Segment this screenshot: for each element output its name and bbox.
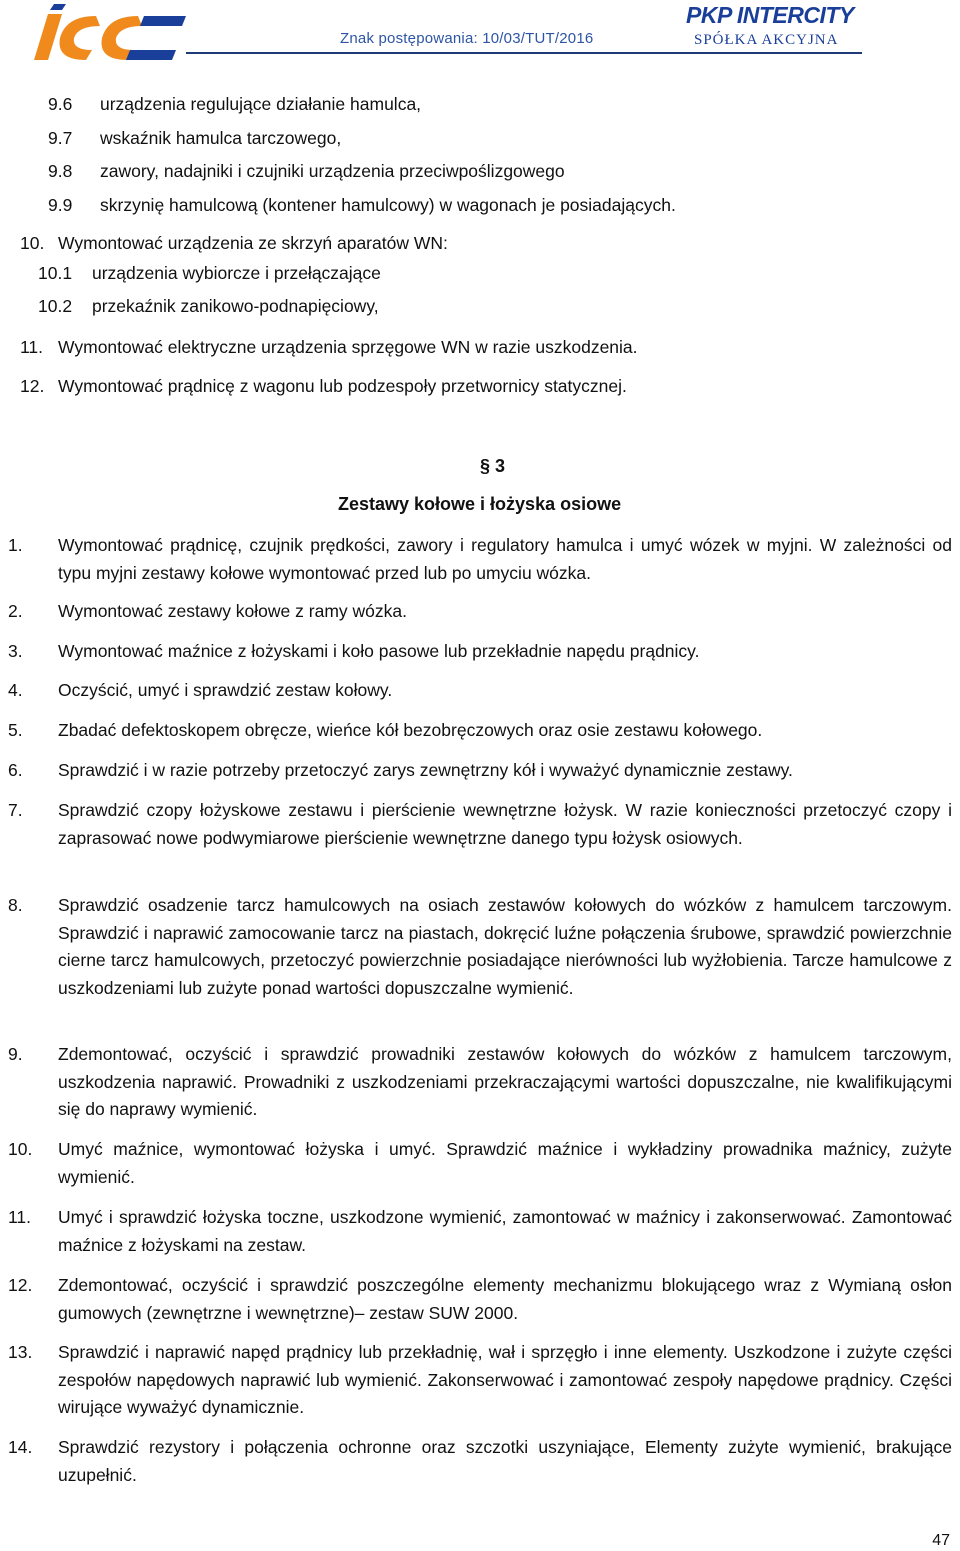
item-text: Sprawdzić rezystory i połączenia ochronne oraz szczotki uszyniające, Elementy zużyte wymienić, brakujące uzupełnić.	[58, 1437, 952, 1485]
item-number: 10.	[8, 1139, 33, 1159]
section-title: Zestawy kołowe i łożyska osiowe	[338, 494, 622, 514]
item-text: Sprawdzić osadzenie tarcz hamulcowych na osiach zestawów kołowych do wózków z hamulcem tarczowym. Sprawdzić i naprawić zamocowanie tarcz na piastach, dokręcić luźne połączenia śrubowe, sprawdzić powierzchnie cierne tarcz hamulcowych, przetoczyć powierzchnie posiadające nierówności lub wyżłobienia. Tarcze hamulcowe z uszkodzeniami lub zużyte ponad wartości dopuszczalne wymienić.	[58, 895, 952, 998]
list-item: skrzynię hamulcową (kontener hamulcowy) w wagonach je posiadających.	[100, 195, 676, 215]
brand-subtitle: SPÓŁKA AKCYJNA	[694, 32, 839, 48]
item-text: Oczyścić, umyć i sprawdzić zestaw kołowy.	[58, 680, 393, 700]
list-number: 9.8	[48, 161, 73, 181]
list-number: 12.	[20, 376, 45, 396]
list-item: wskaźnik hamulca tarczowego,	[100, 128, 342, 148]
item-text: Sprawdzić i w razie potrzeby przetoczyć zarys zewnętrzny kół i wyważyć dynamicznie zestawy.	[58, 760, 793, 780]
list-number: 9.7	[48, 128, 73, 148]
list-item: urządzenia regulujące działanie hamulca,	[100, 94, 422, 114]
list-number: 10.	[20, 233, 45, 253]
item-number: 11.	[8, 1207, 32, 1227]
item-text: Zdemontować, oczyścić i sprawdzić poszczególne elementy mechanizmu blokującego wraz z Wymianą osłon gumowych (zewnętrzne i wewnętrzne)– zestaw SUW 2000.	[58, 1275, 952, 1323]
section-number: § 3	[480, 456, 506, 476]
page-header	[0, 0, 960, 70]
item-number: 13.	[8, 1342, 33, 1362]
header-rule	[186, 52, 862, 54]
item-text: Wymontować maźnice z łożyskami i koło pasowe lub przekładnie napędu prądnicy.	[58, 641, 700, 661]
item-text: Zbadać defektoskopem obręcze, wieńce kół bezobręczowych oraz osie zestawu kołowego.	[58, 720, 763, 740]
brand-name: PKP INTERCITY	[686, 2, 854, 28]
item-number: 5.	[8, 720, 23, 740]
item-number: 7.	[8, 800, 23, 820]
list-number: 9.6	[48, 94, 73, 114]
item-number: 6.	[8, 760, 23, 780]
list-item: Wymontować elektryczne urządzenia sprzęgowe WN w razie uszkodzenia.	[58, 337, 638, 357]
item-text: Umyć i sprawdzić łożyska toczne, uszkodzone wymienić, zamontować w maźnicy i zakonserwować. Zamontować maźnice z łożyskami na zestaw.	[58, 1207, 952, 1255]
list-item: Wymontować urządzenia ze skrzyń aparatów WN:	[58, 233, 448, 253]
list-item: Wymontować prądnicę z wagonu lub podzespoły przetwornicy statycznej.	[58, 376, 627, 396]
list-item: zawory, nadajniki i czujniki urządzenia przeciwpoślizgowego	[100, 161, 565, 181]
item-number: 8.	[8, 895, 23, 915]
item-number: 12.	[8, 1275, 33, 1295]
item-number: 3.	[8, 641, 23, 661]
list-number: 10.2	[38, 296, 73, 316]
item-number: 9.	[8, 1044, 23, 1064]
item-number: 2.	[8, 601, 23, 621]
list-item: przekaźnik zanikowo-podnapięciowy,	[92, 296, 379, 316]
list-number: 9.9	[48, 195, 73, 215]
list-number: 10.1	[38, 263, 73, 283]
intercity-logo-icon	[26, 4, 186, 64]
item-number: 1.	[8, 535, 23, 555]
tender-reference: Znak postępowania: 10/03/TUT/2016	[340, 30, 594, 47]
item-text: Wymontować zestawy kołowe z ramy wózka.	[58, 601, 407, 621]
item-number: 14.	[8, 1437, 33, 1457]
item-text: Umyć maźnice, wymontować łożyska i umyć. Sprawdzić maźnice i wykładziny prowadnika maźnicy, zużyte wymienić.	[58, 1139, 952, 1187]
list-number: 11.	[20, 337, 44, 357]
item-text: Sprawdzić czopy łożyskowe zestawu i pierścienie wewnętrzne łożysk. W razie konieczności przetoczyć czopy i zaprasować nowe podwymiarowe pierścienie wewnętrzne danego typu łożysk osiowych.	[58, 800, 952, 848]
item-number: 4.	[8, 680, 23, 700]
page-number: 47	[932, 1532, 950, 1549]
item-text: Wymontować prądnicę, czujnik prędkości, zawory i regulatory hamulca i umyć wózek w myjni. W zależności od typu myjni zestawy kołowe wymontować przed lub po umyciu wózka.	[58, 535, 952, 583]
item-text: Zdemontować, oczyścić i sprawdzić prowadniki zestawów kołowych do wózków z hamulcem tarczowym, uszkodzenia naprawić. Prowadniki z uszkodzeniami przekraczającymi wartości dopuszczalne, nie kwalifikującymi się do naprawy wymienić.	[58, 1044, 952, 1119]
item-text: Sprawdzić i naprawić napęd prądnicy lub przekładnię, wał i sprzęgło i inne elementy. Uszkodzone i zużyte części zespołów napędowych naprawić lub wymienić. Zakonserwować i zamontować zespoły napędowe prądnicy. Części wirujące wyważyć dynamicznie.	[58, 1342, 952, 1417]
list-item: urządzenia wybiorcze i przełączające	[92, 263, 381, 283]
